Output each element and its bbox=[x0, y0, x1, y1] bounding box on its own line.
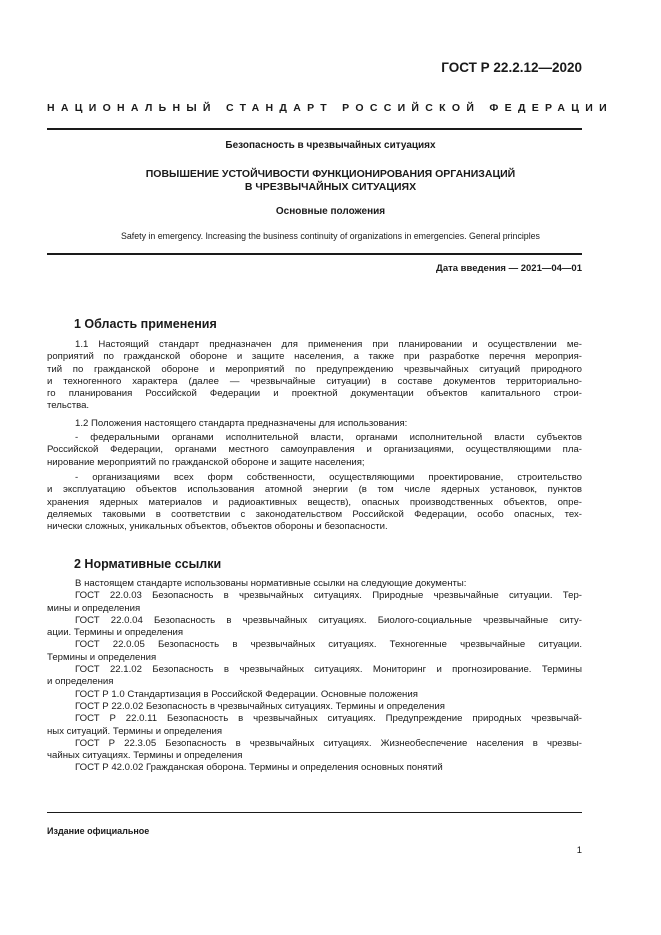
reference-item: ГОСТ 22.1.02 Безопасность в чрезвычайных ситуациях. Мониторинг и прогнозирование. Термины bbox=[75, 664, 582, 676]
paragraph-1-2-list-2 bbox=[47, 472, 582, 533]
paragraph-1-1 bbox=[47, 339, 582, 413]
english-title: Safety in emergency. Increasing the business continuity of organizations in emergencies. General principles bbox=[121, 231, 540, 241]
reference-item: ГОСТ Р 22.3.05 Безопасность в чрезвычайных ситуациях. Жизнеобеспечение населения в чрезвы- bbox=[75, 737, 582, 749]
reference-item: ГОСТ 22.0.04 Безопасность в чрезвычайных ситуациях. Биолого-социальные чрезвычайные ситу- bbox=[75, 614, 582, 626]
paragraph-1-2 bbox=[47, 418, 582, 430]
reference-item-cont: мины и определения bbox=[47, 602, 141, 614]
standard-subtitle: Основные положения bbox=[275, 206, 386, 217]
text-line: нирование мероприятий по гражданской обороне и защите населения; bbox=[47, 456, 365, 468]
footer-rule bbox=[47, 812, 582, 813]
reference-item-cont: и определения bbox=[47, 676, 114, 688]
reference-item: ГОСТ Р 42.0.02 Гражданская оборона. Термины и определения основных понятий bbox=[75, 762, 443, 774]
text-line: 1.1 Настоящий стандарт предназначен для применения при планировании и осуществлении ме- bbox=[75, 339, 582, 350]
introduction-date: Дата введения — 2021—04—01 bbox=[436, 263, 582, 274]
text-line: тельства. bbox=[47, 400, 90, 412]
text-line: и эксплуатацию объектов использования атомной энергии (в том числе ядерных установок, пунктов bbox=[47, 484, 582, 496]
references-intro: В настоящем стандарте использованы нормативные ссылки на следующие документы: bbox=[75, 578, 467, 589]
reference-item-cont: Термины и определения bbox=[47, 651, 157, 663]
national-standard-heading: НАЦИОНАЛЬНЫЙ СТАНДАРТ РОССИЙСКОЙ ФЕДЕРАЦИИ bbox=[47, 102, 613, 114]
reference-item-cont: ации. Термины и определения bbox=[47, 627, 184, 639]
section-2-heading: 2 Нормативные ссылки bbox=[74, 557, 222, 571]
text-line: го планирования Российской Федерации и проектной документации объектов капитального строи- bbox=[47, 388, 582, 400]
reference-item: ГОСТ Р 1.0 Стандартизация в Российской Федерации. Основные положения bbox=[75, 688, 418, 700]
page-number: 1 bbox=[576, 845, 582, 856]
text-line: - федеральными органами исполнительной власти, органами исполнительной власти субъектов bbox=[75, 432, 582, 443]
standard-title-line1: ПОВЫШЕНИЕ УСТОЙЧИВОСТИ ФУНКЦИОНИРОВАНИЯ ОРГАНИЗАЦИЙ bbox=[145, 168, 516, 180]
reference-item: ГОСТ Р 22.0.02 Безопасность в чрезвычайных ситуациях. Термины и определения bbox=[75, 700, 445, 712]
section-1-heading: 1 Область применения bbox=[74, 317, 217, 331]
standard-title-line2: В ЧРЕЗВЫЧАЙНЫХ СИТУАЦИЯХ bbox=[244, 181, 417, 193]
standard-title bbox=[0, 168, 661, 194]
text-line: - организациями всех форм собственности, осуществляющими проектирование, строительство bbox=[75, 472, 582, 483]
text-line: Российской Федерации, органами местного самоуправления и организациями, осуществляющими пла- bbox=[47, 444, 582, 456]
normative-references bbox=[47, 578, 582, 775]
header-rule-bottom bbox=[47, 253, 582, 255]
text-line: деляемых таковыми в соответствии с законодательством Российской Федерации, особо опасных, тех- bbox=[47, 508, 582, 520]
reference-item-cont: чайных ситуациях. Термины и определения bbox=[47, 750, 243, 762]
standard-series: Безопасность в чрезвычайных ситуациях bbox=[225, 140, 436, 151]
header-rule-top bbox=[47, 128, 582, 130]
text-line: хранения ядерных материалов и радиоактивных веществ), опасных производственных объектов, опре- bbox=[47, 496, 582, 508]
text-line: нически сложных, уникальных объектов, объектов обороны и безопасности. bbox=[47, 521, 388, 533]
text-line: роприятий по гражданской обороне и защите населения, а также при разработке перечня мероприя- bbox=[47, 351, 582, 363]
reference-item: ГОСТ Р 22.0.11 Безопасность в чрезвычайных ситуациях. Предупреждение природных чрезвычай- bbox=[75, 713, 582, 725]
reference-item: ГОСТ 22.0.05 Безопасность в чрезвычайных ситуациях. Техногенные чрезвычайные ситуации. bbox=[75, 639, 582, 651]
gost-number: ГОСТ Р 22.2.12—2020 bbox=[441, 60, 582, 75]
official-edition-label: Издание официальное bbox=[47, 826, 150, 836]
text-line: тий по гражданской обороне и мероприятий по предупреждению чрезвычайных ситуаций природного bbox=[47, 363, 582, 375]
text-line: 1.2 Положения настоящего стандарта предназначены для использования: bbox=[75, 418, 408, 429]
reference-item: ГОСТ 22.0.03 Безопасность в чрезвычайных ситуациях. Природные чрезвычайные ситуации. Тер- bbox=[75, 590, 582, 602]
reference-item-cont: ных ситуаций. Термины и определения bbox=[47, 725, 223, 737]
paragraph-1-2-list-1 bbox=[47, 432, 582, 469]
text-line: и техногенного характера (далее — чрезвычайные ситуации) в составе документов территориально- bbox=[47, 375, 582, 387]
